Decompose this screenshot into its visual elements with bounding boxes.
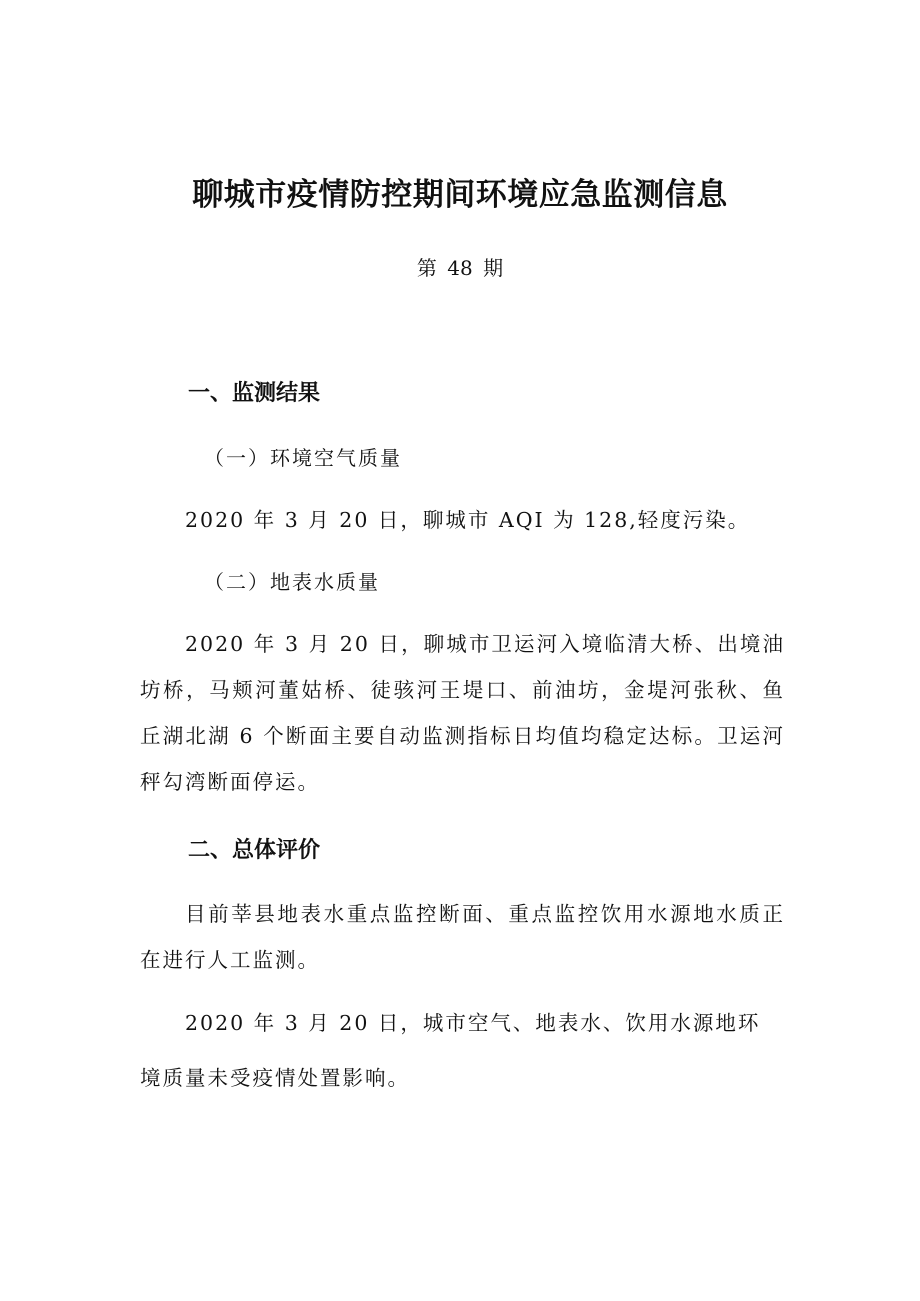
surface-water-text: 2020 年 3 月 20 日，聊城市卫运河入境临清大桥、出境油坊桥，马颊河董姑桥、徒骇河王堤口、前油坊，金堤河张秋、鱼丘湖北湖 6 个断面主要自动监测指标日均值均稳定达标。卫运河秤勾湾断面停运。 bbox=[140, 632, 785, 794]
section-heading-monitoring-results: 一、监测结果 bbox=[188, 381, 321, 406]
overall-evaluation-paragraph: 目前莘县地表水重点监控断面、重点监控饮用水源地水质正在进行人工监测。 bbox=[140, 902, 785, 972]
conclusion-line-2: 境质量未受疫情处置影响。 bbox=[140, 1066, 410, 1090]
air-quality-text: 2020 年 3 月 20 日，聊城市 AQI 为 128,轻度污染。 bbox=[185, 508, 751, 532]
issue-number: 第 48 期 bbox=[416, 256, 504, 280]
section-heading-overall-evaluation: 二、总体评价 bbox=[188, 838, 321, 863]
document-title: 聊城市疫情防控期间环境应急监测信息 bbox=[192, 177, 728, 213]
subheading-surface-water: （二）地表水质量 bbox=[204, 570, 380, 594]
subheading-air-quality: （一）环境空气质量 bbox=[204, 446, 402, 470]
conclusion-line-1: 2020 年 3 月 20 日，城市空气、地表水、饮用水源地环 bbox=[185, 1011, 761, 1035]
